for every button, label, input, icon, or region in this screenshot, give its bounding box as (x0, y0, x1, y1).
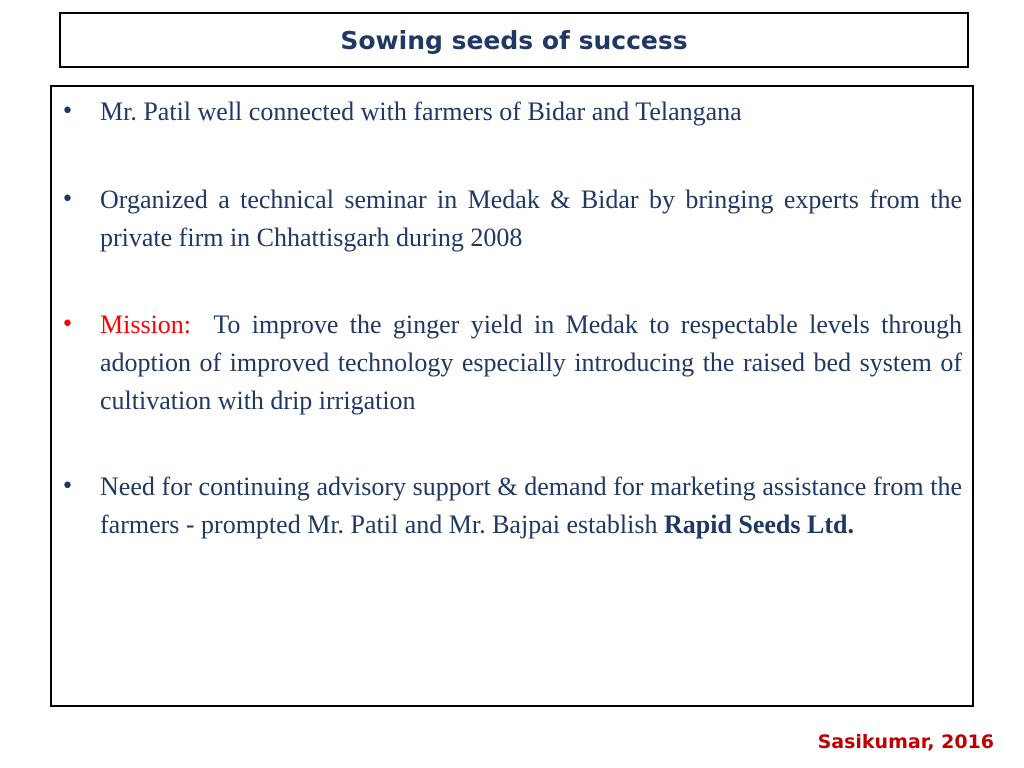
bullet-item-2 (61, 181, 962, 257)
bullet-item-3 (61, 306, 963, 420)
company-name: Rapid Seeds Ltd. (663, 510, 854, 539)
bullet-marker: • (61, 99, 74, 124)
bullet-text-1: Mr. Patil well connected with farmers of Bidar and Telangana (100, 97, 742, 126)
bullet-item-1 (61, 93, 962, 131)
author-credit: Sasikumar, 2016 (817, 731, 994, 753)
bullet-text-2: Organized a technical seminar in Medak & Bidar by bringing experts from the private firm in Chhattisgarh during 2008 (100, 185, 962, 252)
slide-title: Sowing seeds of success (340, 25, 688, 55)
bullet-marker: • (61, 187, 74, 212)
mission-label: Mission: (100, 310, 192, 339)
content-box (50, 85, 974, 707)
bullet-marker: • (61, 474, 74, 499)
bullet-text-3: To improve the ginger yield in Medak to respectable levels through adoption of improved technology especially introducing the raised bed system of cultivation with drip irrigation (100, 310, 963, 415)
bullet-text-4: Need for continuing advisory support & demand for marketing assistance from the farmers - prompted Mr. Patil and Mr. Bajpai establish (100, 472, 962, 539)
title-box (59, 12, 969, 68)
bullet-marker-red: • (61, 312, 74, 337)
bullet-item-4 (61, 468, 962, 544)
